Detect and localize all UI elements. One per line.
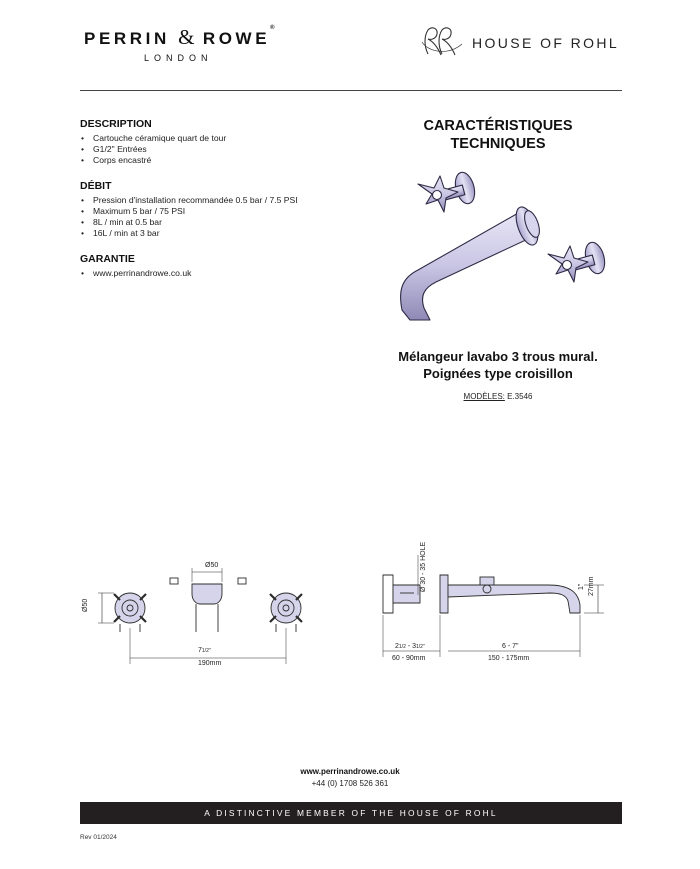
list-item: • Cartouche céramique quart de tour: [80, 133, 226, 144]
specs-title-line2: TECHNIQUES: [450, 136, 546, 152]
brand-right: ROWE: [202, 29, 271, 48]
width-inch-whole: 7: [198, 647, 202, 654]
house-of-rohl-wordmark: HOUSE OF ROHL: [472, 35, 620, 51]
reach-mm-label: 150 - 175mm: [488, 655, 530, 662]
hole-diameter-label: Ø 30 - 35 HOLE: [420, 541, 427, 592]
depth-separator: -: [407, 643, 411, 650]
description-section: [80, 118, 226, 166]
depth-a-whole: 2: [395, 643, 399, 650]
list-item: • Maximum 5 bar / 75 PSI: [80, 206, 298, 217]
description-heading: DESCRIPTION: [80, 118, 152, 130]
warranty-list: [80, 268, 191, 279]
height-mm-label: 27mm: [588, 576, 595, 596]
width-mm-label: 190mm: [198, 660, 222, 667]
flow-section: [80, 180, 298, 239]
specs-title: [392, 117, 604, 153]
perrin-rowe-logo: [84, 25, 298, 50]
header-divider: [80, 90, 622, 91]
list-item: • Pression d'installation recommandée 0.5 bar / 7.5 PSI: [80, 195, 298, 206]
spout-diameter-label: Ø50: [205, 562, 219, 569]
product-name: [370, 348, 626, 382]
warranty-section: [80, 253, 191, 279]
models-value: E.3546: [507, 392, 533, 401]
depth-inch-label: [395, 643, 425, 650]
reach-inch-label: 6 - 7": [502, 643, 519, 650]
product-name-line2: Poignées type croisillon: [423, 366, 573, 381]
brand-city: LONDON: [144, 53, 213, 63]
depth-a-fraction: 1/2: [398, 644, 406, 650]
depth-b-fraction: 1/2": [416, 644, 425, 650]
height-inch-label: 1": [578, 583, 585, 590]
brand-ampersand: &: [178, 25, 195, 49]
handle-diameter-label: Ø50: [82, 598, 89, 612]
footer-url[interactable]: www.perrinandrowe.co.uk: [300, 767, 400, 776]
brand-registered: ®: [270, 25, 275, 31]
revision-label: Rev 01/2024: [80, 834, 117, 841]
depth-mm-label: 60 - 90mm: [392, 655, 426, 662]
width-inch-label: [198, 647, 211, 654]
list-item: • 16L / min at 3 bar: [80, 228, 298, 239]
list-item: • G1/2" Entrées: [80, 144, 226, 155]
faucet-product-image: [380, 170, 610, 330]
list-item: • 8L / min at 0.5 bar: [80, 217, 298, 228]
depth-b-whole: 3: [412, 643, 417, 650]
flow-list: [80, 195, 298, 239]
product-name-line1: Mélangeur lavabo 3 trous mural.: [398, 349, 598, 364]
description-list: [80, 133, 226, 166]
models-label: MODÈLES:: [463, 392, 505, 401]
footer-phone: +44 (0) 1708 526 361: [311, 779, 389, 788]
list-item: • Corps encastré: [80, 155, 226, 166]
footer-banner: [80, 802, 622, 824]
specs-title-line1: CARACTÉRISTIQUES: [423, 118, 573, 134]
width-inch-fraction: 1/2": [201, 648, 211, 654]
footer-banner-text: A DISTINCTIVE MEMBER OF THE HOUSE OF ROHL: [204, 808, 498, 818]
rohl-monogram-icon: [418, 24, 466, 58]
models-line: [400, 392, 596, 401]
flow-heading: DÉBIT: [80, 180, 112, 192]
warranty-heading: GARANTIE: [80, 253, 135, 265]
list-item[interactable]: • www.perrinandrowe.co.uk: [80, 268, 191, 279]
brand-left: PERRIN: [84, 29, 170, 48]
